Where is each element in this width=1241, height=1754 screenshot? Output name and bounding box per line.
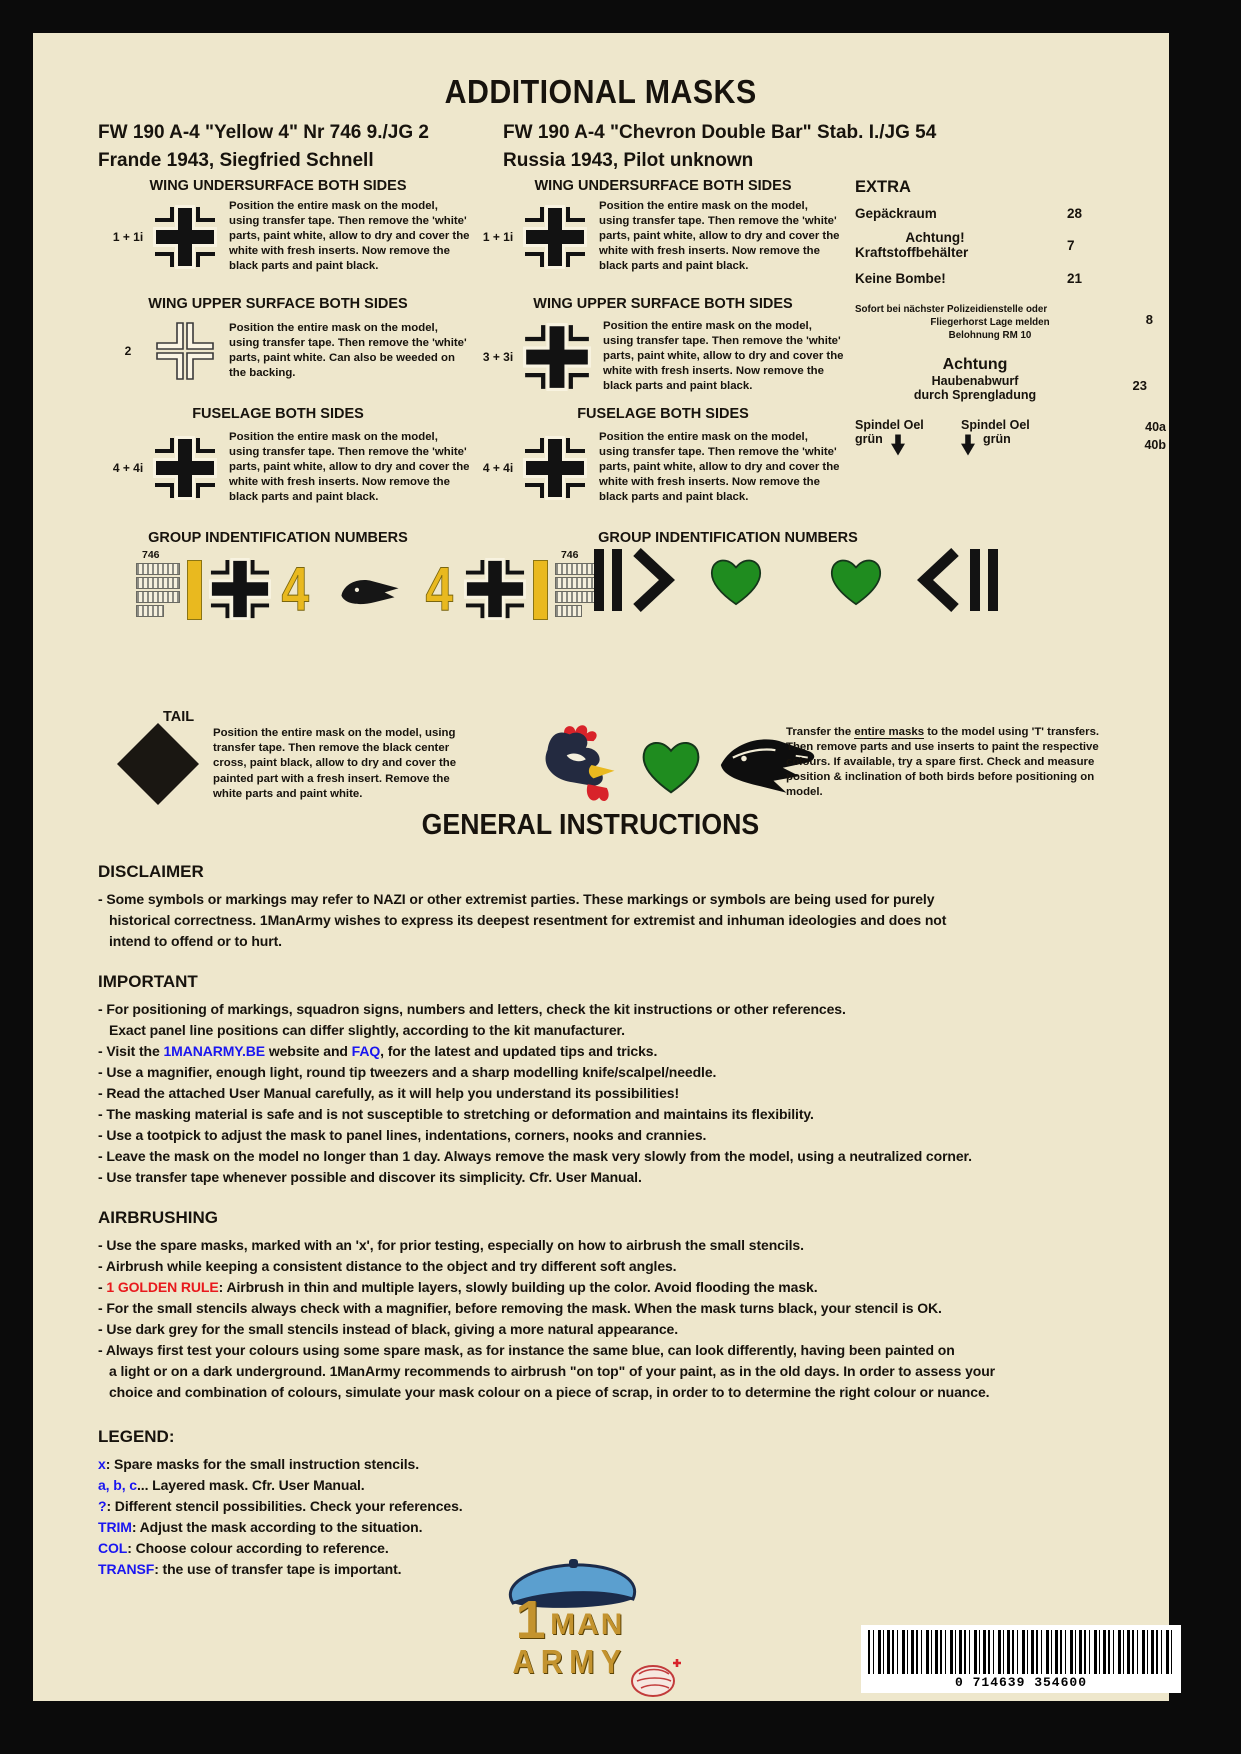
airbrushing-line: - Airbrush while keeping a consistent distance to the object and try different soft angles. <box>98 1258 677 1274</box>
balkenkreuz-cross-icon <box>523 323 591 391</box>
right-wing-upper-row <box>473 319 845 394</box>
extra-number: 28 <box>1067 206 1083 221</box>
down-arrow-icon <box>891 434 905 456</box>
right-group-title: GROUP INDENTIFICATION NUMBERS <box>598 530 858 546</box>
extra-small-line3: Belohnung RM 10 <box>948 330 1032 342</box>
important-line-links <box>98 1041 1153 1062</box>
important-heading: IMPORTANT <box>98 972 198 991</box>
legend-rest: : Choose colour according to reference. <box>127 1540 389 1556</box>
airbrushing-line: - For the small stencils always check with a magnifier, before removing the mask. When the mask turns black, your stencil is OK. <box>98 1300 942 1316</box>
disclaimer-line: - Some symbols or markings may refer to NAZI or other extremist parties. These markings or symbols are being used for purely <box>98 891 935 907</box>
legend-item <box>98 1454 1153 1475</box>
left-heading-line2: Frande 1943, Siegfried Schnell <box>98 149 374 171</box>
legend-heading: LEGEND: <box>98 1427 175 1446</box>
airbrushing-line-golden-rule <box>98 1277 1153 1298</box>
group-number: 4 <box>425 555 454 624</box>
important-line: - For positioning of markings, squadron signs, numbers and letters, check the kit instructions or other references. <box>98 1001 846 1017</box>
spindel-left-colour: grün <box>855 431 883 446</box>
left-heading-line1: FW 190 A-4 "Yellow 4" Nr 746 9./JG 2 <box>98 122 429 143</box>
yellow-bar-icon <box>533 560 548 620</box>
disclaimer-line: intend to offend or to hurt. <box>109 933 282 949</box>
important-line: - Use a magnifier, enough light, round tip tweezers and a sharp modelling knife/scalpel/needle. <box>98 1064 717 1080</box>
page-title <box>33 73 1169 111</box>
logo-man: MAN <box>550 1608 625 1641</box>
right-fuselage-title: FUSELAGE BOTH SIDES <box>577 406 749 422</box>
stencil-number: 746 <box>142 549 160 561</box>
left-wing-upper-row <box>103 319 471 383</box>
chevron-left-icon <box>917 548 961 612</box>
left-wing-upper-title: WING UPPER SURFACE BOTH SIDES <box>148 296 408 312</box>
legend-rest: : Different stencil possibilities. Check your references. <box>106 1498 463 1514</box>
transfer-instruction-text <box>786 725 1126 800</box>
right-heading-line1: FW 190 A-4 "Chevron Double Bar" Stab. I./JG 54 <box>503 122 937 143</box>
extra-number: 23 <box>1132 377 1147 393</box>
green-heart-icon <box>636 732 706 798</box>
important-line: - Read the attached User Manual carefully, as it will help you understand its possibilities! <box>98 1085 680 1101</box>
right-wing-under-row <box>473 199 841 274</box>
mask-label: 2 <box>124 344 132 358</box>
left-fuselage-title: FUSELAGE BOTH SIDES <box>192 406 364 422</box>
left-group-row <box>136 546 599 624</box>
airbrushing-line: a light or on a dark underground. 1ManArmy recommends to airbrush "on top" of your paint, as in the old days. In order to assess your <box>109 1363 996 1379</box>
extra-label: Gepäckraum <box>855 206 937 221</box>
rooster-head-icon <box>538 721 626 809</box>
double-bar-icon <box>969 548 999 612</box>
balkenkreuz-cross-icon <box>153 436 217 500</box>
chevron-right-icon <box>631 548 675 612</box>
balkenkreuz-cross-icon <box>523 205 587 269</box>
airbrushing-line: - Use the spare masks, marked with an 'x', for prior testing, especially on how to airbrush the small stencils. <box>98 1237 804 1253</box>
extra-row-achtung <box>855 355 1147 402</box>
spindel-right-label: Spindel Oel <box>961 417 1030 432</box>
extra-small-line2: Fliegerhorst Lage melden <box>930 317 1050 329</box>
legend-key: TRIM <box>98 1519 132 1535</box>
important-line: - The masking material is safe and is not susceptible to stretching or deformation and maintains its flexibility. <box>98 1106 814 1122</box>
legend-key: COL <box>98 1540 128 1556</box>
general-instructions <box>98 809 1153 1580</box>
mask-instruction-text: Position the entire mask on the model, using transfer tape. Then remove the 'white' parts, paint white, allow to dry and cover the white with fresh inserts. Now remove the black parts and paint black. <box>603 320 844 393</box>
barcode-bars <box>868 1630 1174 1674</box>
spindel-left-label: Spindel Oel <box>855 417 924 432</box>
stencil-block <box>136 549 180 617</box>
logo-army: ARMY <box>512 1643 628 1681</box>
visit-post: , for the latest and updated tips and tricks. <box>380 1043 658 1059</box>
eagle-head-icon <box>339 575 401 613</box>
airbrushing-heading: AIRBRUSHING <box>98 1208 218 1227</box>
transfer-underlined: entire masks <box>854 726 925 738</box>
spindel-left <box>855 418 961 456</box>
visit-pre: - Visit the <box>98 1043 164 1059</box>
group-number: 4 <box>281 555 310 624</box>
right-group-row <box>593 548 999 612</box>
extra-label: Keine Bombe! <box>855 271 946 286</box>
right-wing-upper-title: WING UPPER SURFACE BOTH SIDES <box>533 296 793 312</box>
mask-label: 3 + 3i <box>482 349 514 364</box>
yellow-bar-icon <box>187 560 202 620</box>
left-wing-under-title: WING UNDERSURFACE BOTH SIDES <box>149 178 407 194</box>
general-instructions-title <box>28 809 1153 842</box>
legend-rest: : Adjust the mask according to the situation. <box>131 1519 423 1535</box>
legend-item <box>98 1538 1153 1559</box>
legend-item <box>98 1475 1153 1496</box>
tail-title: TAIL <box>163 709 195 725</box>
extra-label-line2: Kraftstoffbehälter <box>855 245 969 260</box>
website-link[interactable]: 1MANARMY.BE <box>163 1043 266 1059</box>
extra-achtung-title: Achtung <box>942 355 1008 373</box>
extra-achtung-line3: durch Sprengladung <box>913 387 1037 402</box>
double-bar-icon <box>593 548 623 612</box>
golden-pre: - <box>98 1279 107 1295</box>
left-group-title: GROUP INDENTIFICATION NUMBERS <box>148 530 408 546</box>
legend-rest: : the use of transfer tape is important. <box>154 1561 402 1577</box>
outline-cross-icon <box>153 319 217 383</box>
balkenkreuz-cross-icon <box>523 436 587 500</box>
extra-row-kraftstoff <box>855 230 1168 260</box>
important-line: Exact panel line positions can differ slightly, according to the kit manufacturer. <box>109 1022 625 1038</box>
page-title-text: ADDITIONAL MASKS <box>444 73 758 110</box>
legend-rest: : Spare masks for the small instruction stencils. <box>105 1456 420 1472</box>
disclaimer-line: historical correctness. 1ManArmy wishes to express its deepest resentment for extremist and inhuman ideologies and does not <box>109 912 947 928</box>
important-line: - Leave the mask on the model no longer than 1 day. Always remove the mask very slowly from the model, using a neutralized corner. <box>98 1148 972 1164</box>
right-wing-under-title: WING UNDERSURFACE BOTH SIDES <box>534 178 792 194</box>
mask-instruction-text: Position the entire mask on the model, using transfer tape. Then remove the 'white' parts, paint white, allow to dry and cover the white with fresh inserts. Now remove the black parts and paint black. <box>599 200 840 273</box>
green-heart-icon <box>705 551 767 609</box>
mask-instruction-text: Position the entire mask on the model, using transfer tape. Then remove the 'white' parts, paint white, allow to dry and cover the white with fresh inserts. Now remove the black parts and paint black. <box>229 431 470 504</box>
transfer-pre: Transfer the <box>786 726 855 738</box>
emblem-row <box>538 721 820 809</box>
left-wing-under-row <box>103 199 471 274</box>
mask-instruction-text: Position the entire mask on the model, using transfer tape. Then remove the 'white' parts, paint white, allow to dry and cover the white with fresh inserts. Now remove the black parts and paint black. <box>599 431 840 504</box>
extra-number: 8 <box>1145 312 1153 327</box>
legend-item <box>98 1496 1153 1517</box>
tail-diamond-icon <box>117 723 199 805</box>
brain-icon <box>627 1657 683 1701</box>
airbrushing-line: - Use dark grey for the small stencils instead of black, giving a more natural appearance. <box>98 1321 678 1337</box>
airbrushing-line: choice and combination of colours, simulate your mask colour on a piece of scrap, in order to to determine the right colour or nuance. <box>109 1384 990 1400</box>
important-line: - Use transfer tape whenever possible and discover its simplicity. Cfr. User Manual. <box>98 1169 642 1185</box>
golden-rule-highlight: 1 GOLDEN RULE <box>106 1279 219 1295</box>
right-fuselage-row <box>473 430 841 505</box>
airbrushing-line: - Always first test your colours using some spare mask, as for instance the same blue, can look differently, having been painted on <box>98 1342 955 1358</box>
legend-item <box>98 1517 1153 1538</box>
mask-instruction-text: Position the entire mask on the model, using transfer tape. Then remove the 'white' parts, paint white, allow to dry and cover the white with fresh inserts. Now remove the black parts and paint black. <box>229 200 470 273</box>
tail-row <box>113 725 463 803</box>
legend-key: TRANSF <box>98 1561 155 1577</box>
barcode-digits: 0 714639 354600 <box>954 1675 1088 1690</box>
golden-post: : Airbrush in thin and multiple layers, slowly building up the color. Avoid flooding the mask. <box>218 1279 818 1295</box>
extra-small-line1: Sofort bei nächster Polizeidienstelle oder <box>855 304 1048 315</box>
logo-one: 1 <box>515 1590 546 1650</box>
balkenkreuz-cross-icon <box>464 558 526 620</box>
legend-rest: ... Layered mask. Cfr. User Manual. <box>136 1477 365 1493</box>
extra-number: 40a <box>1145 419 1166 434</box>
faq-link[interactable]: FAQ <box>351 1043 381 1059</box>
balkenkreuz-cross-icon <box>209 558 271 620</box>
mask-label: 4 + 4i <box>112 460 144 475</box>
mask-label: 1 + 1i <box>112 229 144 244</box>
left-fuselage-row <box>103 430 471 505</box>
extra-row-spindel <box>855 418 1168 456</box>
right-heading-line2: Russia 1943, Pilot unknown <box>503 149 754 171</box>
stencil-grid-icon <box>136 563 180 617</box>
important-line: - Use a tootpick to adjust the mask to panel lines, indentations, corners, nooks and crannies. <box>98 1127 707 1143</box>
mask-label: 4 + 4i <box>482 460 514 475</box>
legend-key: x <box>98 1456 106 1472</box>
brand-logo <box>485 1559 675 1699</box>
extra-column <box>855 178 1168 456</box>
mask-instruction-text: Position the entire mask on the model, using transfer tape. Then remove the 'white' parts, paint white. Can also be weeded on the backing. <box>229 321 467 380</box>
balkenkreuz-cross-icon <box>153 205 217 269</box>
extra-row-keine-bombe <box>855 271 1168 286</box>
barcode <box>861 1625 1181 1693</box>
tail-instruction-text: Position the entire mask on the model, using transfer tape. Then remove the black center cross, paint black, allow to dry and cover the painted part with a fresh insert. Remove the white parts and paint white. <box>213 727 457 800</box>
left-aircraft-heading <box>98 119 429 174</box>
right-aircraft-heading <box>503 119 936 174</box>
visit-mid: website and <box>265 1043 352 1059</box>
extra-achtung-line2: Haubenabwurf <box>931 373 1019 388</box>
extra-number: 40b <box>1144 438 1166 453</box>
extra-row-sofort <box>855 303 1153 343</box>
legend-key: ? <box>98 1498 107 1514</box>
extra-number: 7 <box>1067 237 1075 253</box>
extra-title: EXTRA <box>855 178 911 196</box>
legend-key: a, b, c <box>98 1477 137 1493</box>
spindel-right-colour: grün <box>983 431 1011 446</box>
extra-label <box>855 230 1067 260</box>
down-arrow-icon <box>961 434 975 456</box>
general-instructions-title-text: GENERAL INSTRUCTIONS <box>421 809 760 841</box>
extra-row-gepaeckraum <box>855 206 1168 221</box>
instruction-sheet <box>33 33 1169 1701</box>
spindel-right <box>961 418 1067 456</box>
green-heart-icon <box>825 551 887 609</box>
extra-label-line1: Achtung! <box>905 230 965 245</box>
transfer-post: to the model using 'T' transfers. Then remove parts and use inserts to paint the respective colours. If available, try a spare first. Check and measure position & inclination of both birds before positioning on model. <box>786 726 1100 799</box>
mask-label: 1 + 1i <box>482 229 514 244</box>
stencil-number: 746 <box>560 549 579 561</box>
disclaimer-heading: DISCLAIMER <box>98 862 204 881</box>
extra-number: 21 <box>1067 271 1083 286</box>
spindel-numbers <box>1144 418 1168 456</box>
